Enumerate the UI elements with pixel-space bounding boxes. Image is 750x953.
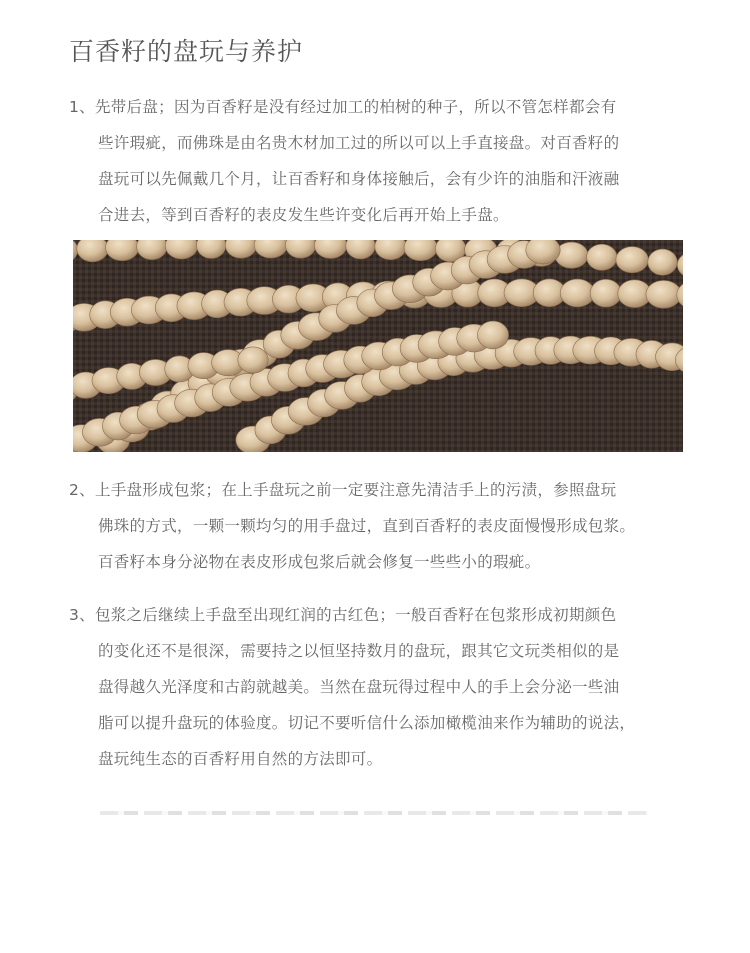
paragraph-line: 佛珠的方式，一颗一颗均匀的用手盘过，直到百香籽的表皮面慢慢形成包浆。 — [98, 517, 636, 535]
bead — [555, 242, 588, 268]
bead — [560, 279, 594, 307]
paragraph-line: 1、先带后盘；因为百香籽是没有经过加工的柏树的种子，所以不管怎样都会有 — [69, 98, 617, 116]
paragraph-line: 盘玩可以先佩戴几个月，让百香籽和身体接触后，会有少许的油脂和汗液融 — [98, 170, 620, 188]
bead — [646, 280, 681, 308]
page-title: 百香籽的盘玩与养护 — [69, 37, 304, 66]
paragraph-line: 些许瑕疵，而佛珠是由名贵木材加工过的所以可以上手直接盘。对百香籽的 — [98, 134, 620, 152]
paragraph-line: 盘得越久光泽度和古韵就越美。当然在盘玩得过程中人的手上会分泌一些油 — [98, 678, 620, 696]
bead — [616, 247, 648, 273]
bead-photo — [73, 240, 683, 452]
paragraph-2 — [69, 472, 709, 580]
paragraph-line: 盘玩纯生态的百香籽用自然的方法即可。 — [98, 750, 383, 768]
bead — [587, 244, 617, 270]
paragraph-line: 2、上手盘形成包浆；在上手盘玩之前一定要注意先清洁手上的污渍，参照盘玩 — [69, 481, 617, 499]
paragraph-3 — [69, 597, 709, 777]
paragraph-line: 合进去，等到百香籽的表皮发生些许变化后再开始上手盘。 — [98, 206, 509, 224]
faint-divider — [100, 811, 648, 815]
paragraph-line: 脂可以提升盘玩的体验度。切记不要听信什么添加橄榄油来作为辅助的说法， — [98, 714, 636, 732]
paragraph-1 — [69, 89, 709, 233]
bead — [238, 347, 268, 373]
bead — [590, 279, 621, 307]
bead — [477, 321, 508, 349]
bead-strands-illustration — [73, 240, 683, 452]
bead — [648, 249, 677, 275]
paragraph-line: 的变化还不是很深，需要持之以恒坚持数月的盘玩，跟其它文玩类相似的是 — [98, 642, 620, 660]
paragraph-line: 百香籽本身分泌物在表皮形成包浆后就会修复一些些小的瑕疵。 — [98, 553, 541, 571]
paragraph-line: 3、包浆之后继续上手盘至出现红润的古红色；一般百香籽在包浆形成初期颜色 — [69, 606, 617, 624]
